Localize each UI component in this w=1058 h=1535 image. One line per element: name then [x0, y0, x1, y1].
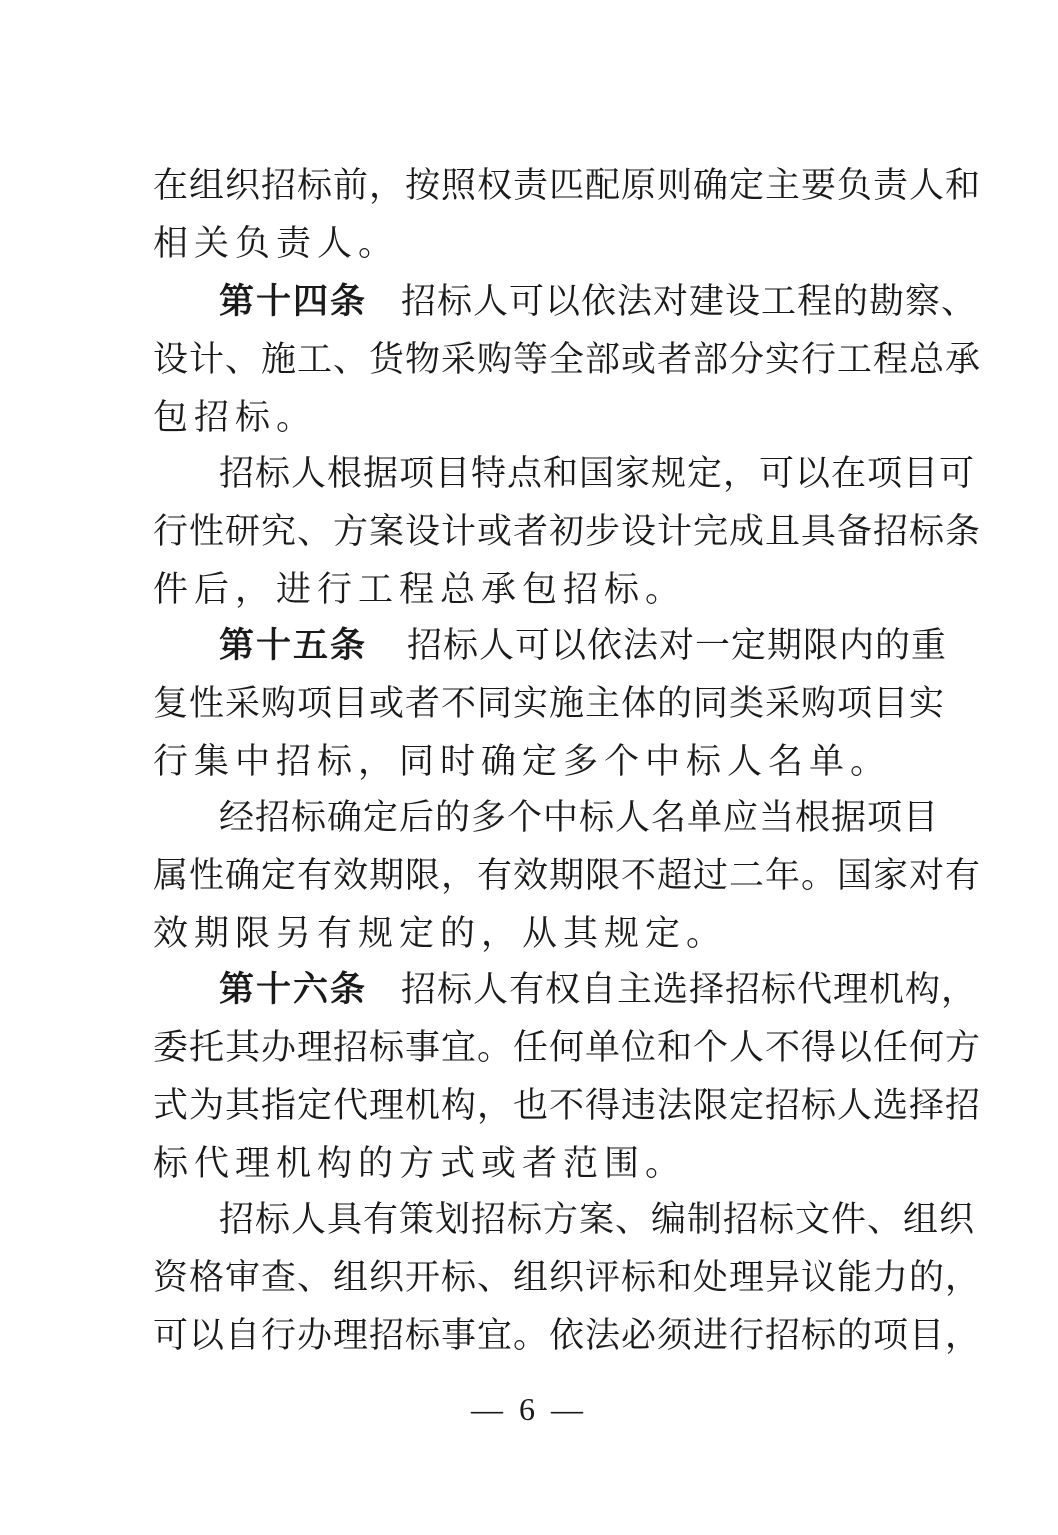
body-line: 相关负责人。	[153, 224, 400, 264]
body-line: 复性采购项目或者不同实施主体的同类采购项目实	[153, 684, 946, 724]
page-number: — 6 —	[471, 1391, 587, 1427]
body-line: 行集中招标，同时确定多个中标人名单。	[153, 742, 892, 782]
body-line: 标代理机构的方式或者范围。	[153, 1144, 687, 1184]
body-line: 包招标。	[153, 398, 318, 438]
body-line: 式为其指定代理机构，也不得违法限定招标人选择招	[153, 1086, 982, 1126]
body-line: 在组织招标前，按照权责匹配原则确定主要负责人和	[153, 166, 982, 206]
body-line: 可以自行办理招标事宜。依法必须进行招标的项目，	[153, 1316, 982, 1356]
body-line: 招标人具有策划招标方案、编制招标文件、组织	[219, 1200, 976, 1240]
body-line: 委托其办理招标事宜。任何单位和个人不得以任何方	[153, 1028, 982, 1068]
body-line: 设计、施工、货物采购等全部或者部分实行工程总承	[153, 340, 982, 380]
body-line: 资格审查、组织开标、组织评标和处理异议能力的，	[153, 1258, 982, 1298]
body-line: 招标人根据项目特点和国家规定，可以在项目可	[219, 454, 976, 494]
article-14-first-line	[219, 273, 978, 331]
article-heading-15: 第十五条	[219, 626, 368, 666]
article-15-first-line	[219, 617, 948, 675]
body-text: 招标人可以依法对建设工程的勘察、	[401, 282, 978, 322]
body-line: 行性研究、方案设计或者初步设计完成且具备招标条	[153, 512, 982, 552]
body-text: 招标人可以依法对一定期限内的重	[407, 626, 948, 666]
body-line: 件后，进行工程总承包招标。	[153, 570, 687, 610]
body-text: 招标人有权自主选择招标代理机构，	[401, 970, 978, 1010]
article-heading-16: 第十六条	[219, 970, 368, 1010]
body-line: 效期限另有规定的，从其规定。	[153, 914, 728, 954]
article-heading-14: 第十四条	[219, 282, 368, 322]
article-16-first-line	[219, 961, 978, 1019]
body-line: 属性确定有效期限，有效期限不超过二年。国家对有	[153, 856, 982, 896]
body-line: 经招标确定后的多个中标人名单应当根据项目	[219, 798, 940, 838]
